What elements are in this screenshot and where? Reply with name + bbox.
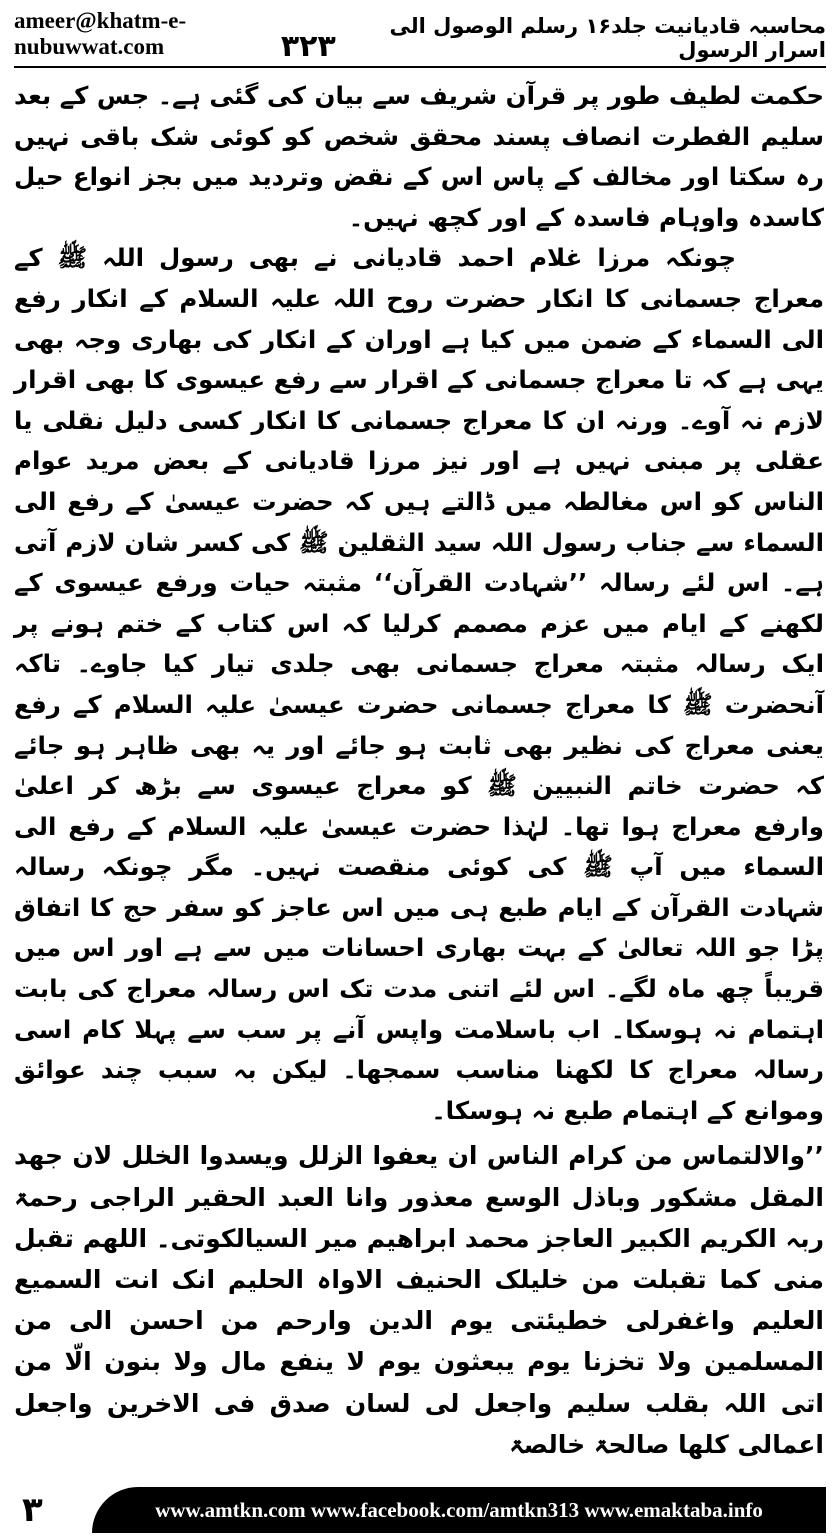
header-title-group — [281, 14, 826, 66]
page-header — [14, 10, 826, 68]
header-email: ameer@khatm-e-nubuwwat.com — [14, 8, 187, 59]
paragraph: چونکہ مرزا غلام احمد قادیانی نے بھی رسول اللہ ﷺ کے معراج جسمانی کا انکار حضرت روح اللہ علیہ السلام کے انکار رفع الی السماء کے ضمن میں کیا ہے اوران کے انکار کی بھاری وجہ بھی یہی ہے کہ تا معراج جسمانی کے اقرار سے رفع عیسوی کا بھی اقرار لازم نہ آوے۔ ورنہ ان کا معراج جسمانی کا انکار کسی دلیل نقلی یا عقلی پر مبنی نہیں ہے اور نیز مرزا قادیانی کے بعض مرید عوام الناس کو اس مغالطہ میں ڈالتے ہیں کہ حضرت عیسیٰ کے رفع الی السماء سے جناب رسول اللہ سید الثقلین ﷺ کی کسر شان لازم آتی ہے۔ اس لئے رسالہ ’’شہادت القرآن‘‘ مثبتہ حیات ورفع عیسوی کے لکھنے کے ایام میں عزم مصمم کرلیا کہ اس کتاب کے ختم ہونے پر ایک رسالہ مثبتہ معراج جسمانی بھی جلدی تیار کیا جاوے۔ تاکہ آنحضرت ﷺ کا معراج جسمانی حضرت عیسیٰ علیہ السلام کے رفع یعنی معراج کی نظیر بھی ثابت ہو جائے اور یہ بھی ظاہر ہو جائے کہ حضرت خاتم النبیین ﷺ کو معراج عیسوی سے بڑھ کر اعلیٰ وارفع معراج ہوا تھا۔ لہٰذا حضرت عیسیٰ علیہ السلام کے رفع الی السماء میں آپ ﷺ کی کوئی منقصت نہیں۔ مگر چونکہ رسالہ شہادت القرآن کے ایام طبع ہی میں اس عاجز کو سفر حج کا اتفاق پڑا جو اللہ تعالیٰ کے بہت بھاری احسانات میں سے ہے اور اس میں قریباً چھ ماہ لگے۔ اس لئے اتنی مدت تک اس رسالہ معراج کی بابت اہتمام نہ ہوسکا۔ اب باسلامت واپس آنے پر سب سے پہلا کام اسی رسالہ معراج کا لکھنا مناسب سمجھا۔ لیکن بہ سبب چند عوائق وموانع کے اہتمام طبع نہ ہوسکا۔ — [14, 243, 824, 1125]
paragraph: حکمت لطیف طور پر قرآن شریف سے بیان کی گئی ہے۔ جس کے بعد سلیم الفطرت انصاف پسند محقق شخص کو کوئی شک باقی نہیں رہ سکتا اور مخالف کے پاس اس کے نقض وتردید میں بجز انواع حیل کاسدہ واوہام فاسدہ کے اور کچھ نہیں۔ — [14, 81, 824, 232]
arabic-passage: ’’والالتماس من کرام الناس ان یعفوا الزلل ویسدوا الخلل لان جھد المقل مشکور وباذل الوسع معذور وانا العبد الحقیر الراجی رحمۃ ربہ الکریم الکبیر العاجز محمد ابراھیم میر السیالکوتی۔ اللھم تقبل منی کما تقبلت من خلیلک الحنیف الاواہ الحلیم انک انت السمیع العلیم واغفرلی خطیئتی یوم الدین وارحم من احسن الی من المسلمین ولا تخزنا یوم یبعثون یوم لا ینفع مال ولا بنون الّا من اتی اللہ بقلب سلیم واجعل لی لسان صدق فی الاخرین واجعل اعمالی کلھا صالحۃ خالصۃ — [14, 1141, 824, 1459]
urdu-text — [14, 76, 824, 1131]
page-footer — [14, 1486, 826, 1534]
page-content — [14, 76, 824, 1465]
footer-urls: www.amtkn.com www.facebook.com/amtkn313 www.emaktaba.info — [92, 1487, 826, 1533]
header-page-number: ۳۲۳ — [280, 29, 336, 64]
running-title: محاسبہ قادیانیت جلد۱۶ رسلم الوصول الی اسرار الرسول — [389, 14, 826, 62]
footer-page-number: ۳ — [22, 1490, 43, 1530]
